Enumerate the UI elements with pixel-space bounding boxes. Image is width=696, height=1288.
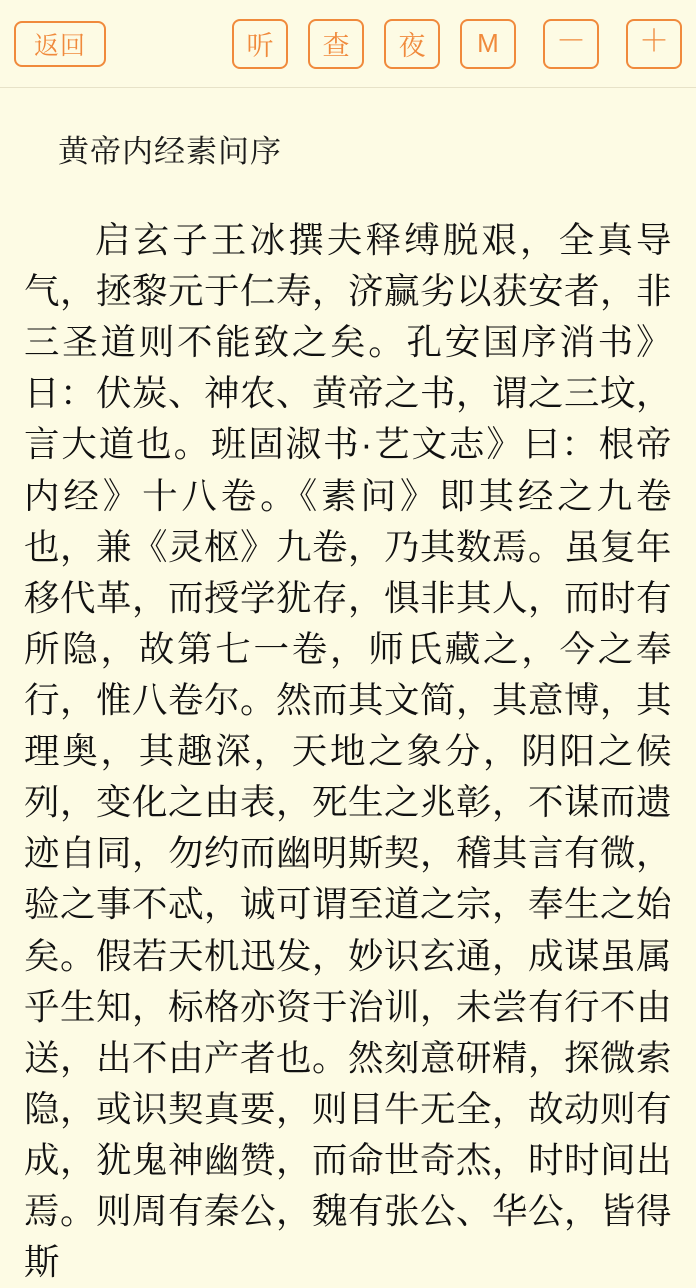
toolbar-actions: [212, 19, 516, 69]
document-body-text: 启玄子王冰撰夫释缚脱艰，全真导气，拯黎元于仁寿，济赢劣以获安者，非三圣道则不能致之矣。孔安国序消书》日：伏炭、神农、黄帝之书，谓之三坟，言大道也。班固淑书·艺文志》曰：根帝内经》十八卷。《素问》即其经之九卷也，兼《灵枢》九卷，乃其数焉。虽复年移代革，而授学犹存，惧非其人，而时有所隐，故第七一卷，师氏藏之，今之奉行，惟八卷尔。然而其文简，其意博，其理奥，其趣深，天地之象分，阴阳之候列，变化之由表，死生之兆彰，不谋而遗迹自同，勿约而幽明斯契，稽其言有微，验之事不忒，诚可谓至道之宗，奉生之始矣。假若天机迅发，妙识玄通，成谋虽属乎生知，标格亦资于治训，未尝有行不由送，出不由产者也。然刻意研精，探微索隐，或识契真要，则目牛无全，故动则有成，犹鬼神幽赞，而命世奇杰，时时间出焉。则周有秦公，魏有张公、华公，皆得斯: [24, 220, 673, 1283]
document-title: 黄帝内经素问序: [58, 134, 282, 169]
back-button[interactable]: 返回: [14, 21, 106, 67]
zoom-in-button[interactable]: ＋: [626, 19, 682, 69]
zoom-controls: [516, 19, 682, 69]
document-content[interactable]: [0, 88, 696, 1288]
zoom-out-button[interactable]: －: [543, 19, 599, 69]
menu-mode-button[interactable]: M: [460, 19, 516, 69]
listen-button[interactable]: 听: [232, 19, 288, 69]
search-button[interactable]: 查: [308, 19, 364, 69]
night-mode-button[interactable]: 夜: [384, 19, 440, 69]
toolbar: [0, 0, 696, 88]
